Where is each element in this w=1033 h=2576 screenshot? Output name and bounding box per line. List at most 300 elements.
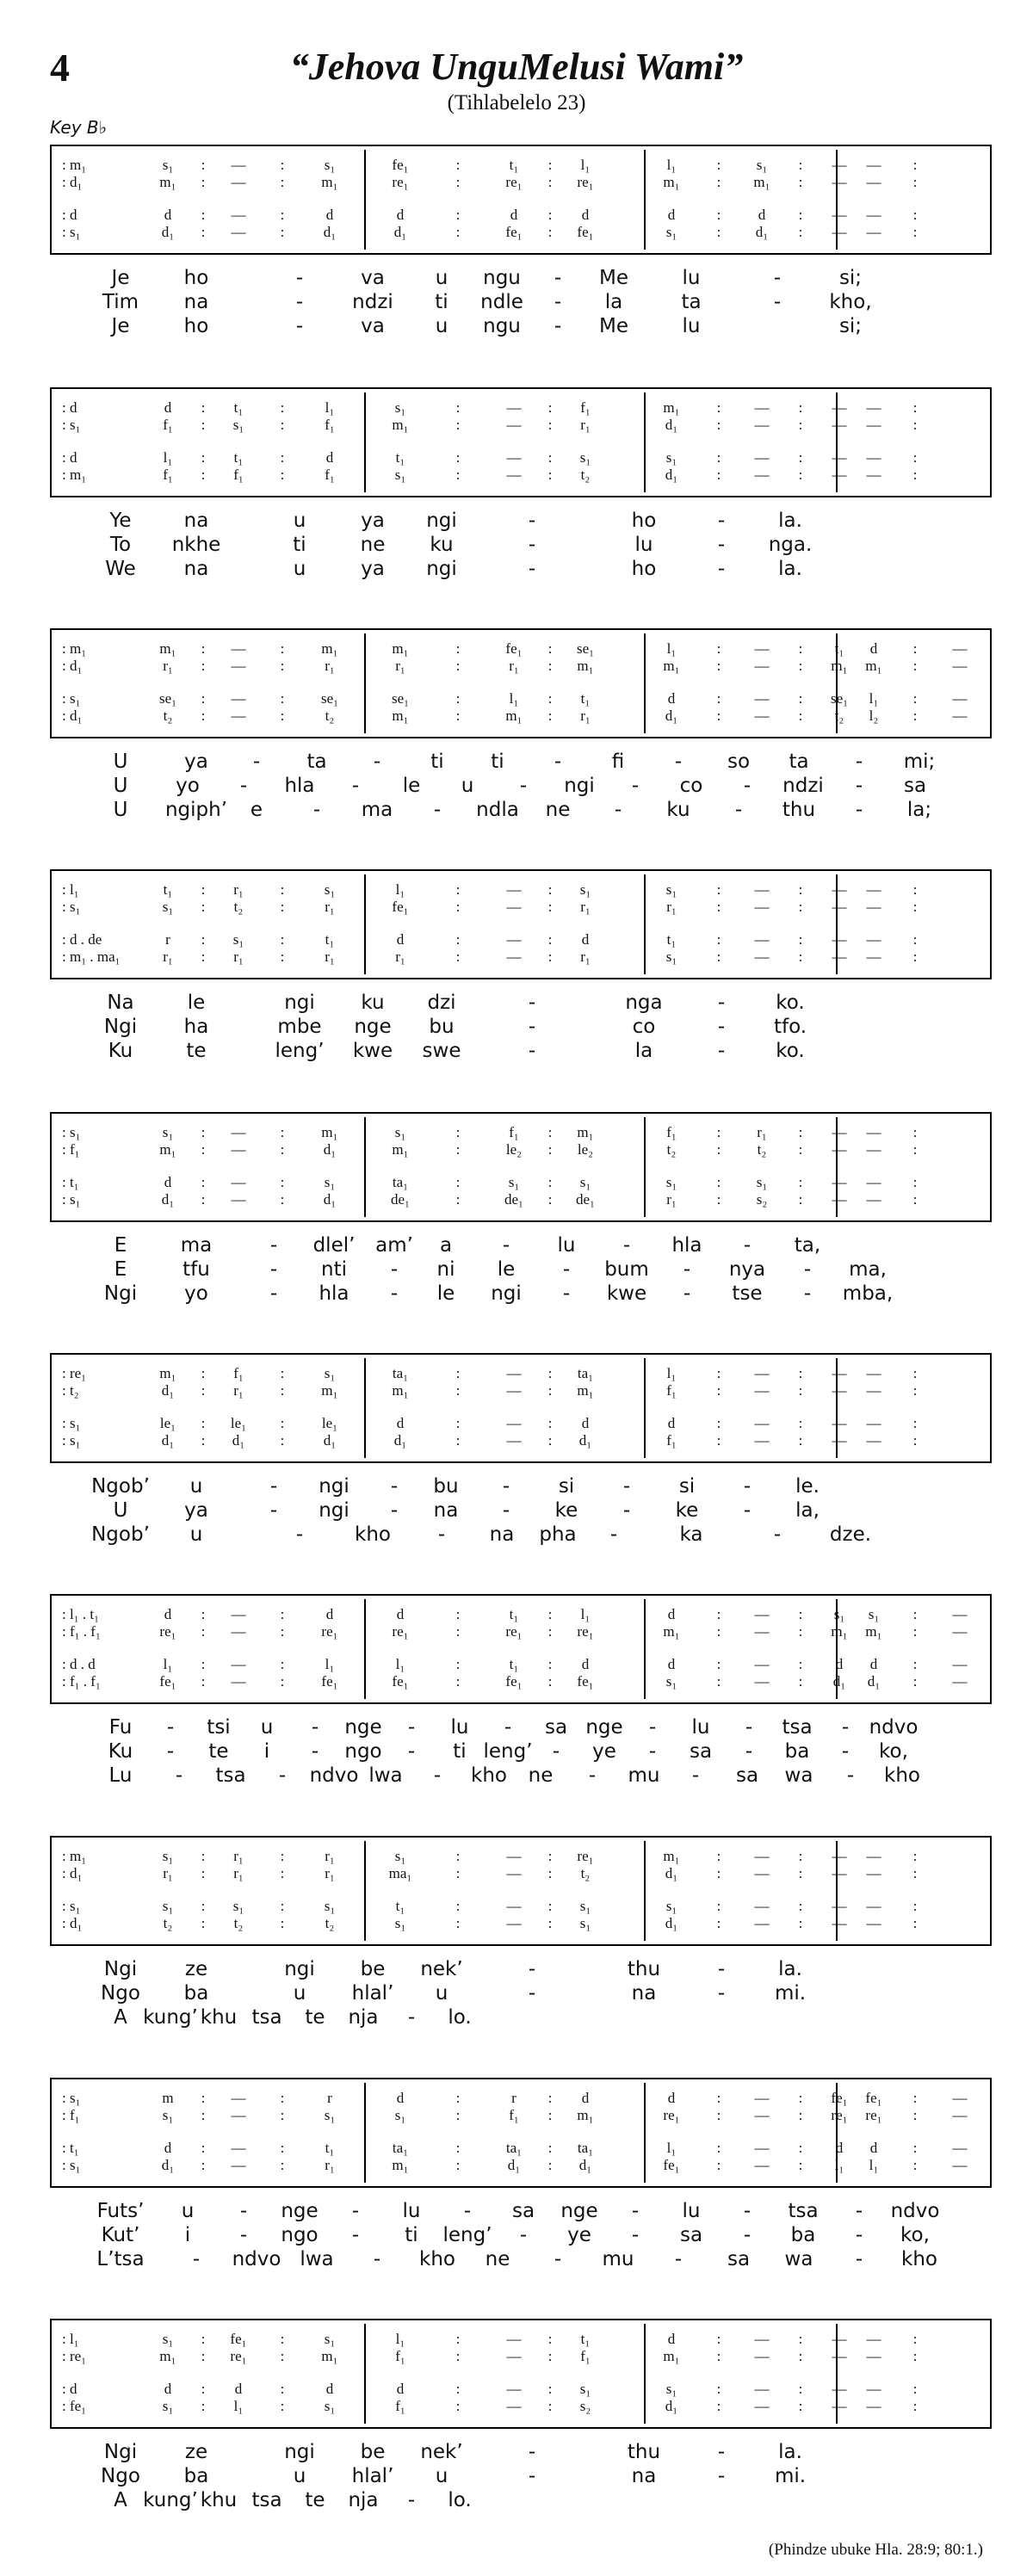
note: : [201,2107,206,2123]
lyric-syllable: ya [184,1499,208,1522]
note: — [832,1141,847,1158]
note: — [506,931,522,948]
lyric-syllable: - [502,1499,510,1522]
lyric-syllable: hla [284,775,315,797]
lyric-syllable: le [402,775,421,797]
note: : [912,1415,918,1431]
note: : [201,1124,206,1140]
lyric-line [50,799,992,825]
note: re₁ [831,2107,848,2123]
note: — [754,1915,770,1931]
note: — [832,2381,847,2397]
note: — [952,658,968,674]
note: l₁ [395,2331,405,2347]
note: t₁ [509,157,519,173]
lyric-syllable: - [463,2200,472,2222]
lyric-syllable: - [855,799,863,821]
part-row [52,1365,990,1384]
lyric-syllable: tsa [251,2489,282,2511]
part-row [52,1415,990,1434]
note: : [716,174,721,190]
lyric-syllable: - [562,1282,571,1305]
lyric-syllable: - [528,1016,536,1038]
note: m₁ [663,1623,680,1640]
note: s₁ [579,881,591,898]
note: : [280,1415,285,1431]
note: — [832,1865,847,1881]
lyric-line [50,1716,992,1742]
note: — [832,1848,847,1864]
lyric-syllable: bum [604,1258,649,1281]
note: l₁ [869,690,879,707]
note: se₁ [576,640,595,657]
lyric-syllable: U [113,775,128,797]
note: : [455,658,461,674]
lyric-syllable: - [631,775,640,797]
pickup-note: : d₁ [62,1865,83,1881]
note: l₁ [666,2140,677,2156]
part-row [52,1656,990,1675]
lyric-syllable: lwa [368,1764,403,1787]
note: d₁ [393,1432,407,1449]
note: : [547,399,553,416]
note: : [280,2107,285,2123]
pickup-note: : s₁ [62,1124,81,1140]
note: — [832,417,847,433]
note: re₁ [392,174,409,190]
note: : [798,658,803,674]
lyric-syllable: nti [321,1258,347,1281]
note: r₁ [580,899,591,915]
lyric-syllable: U [113,1499,128,1522]
note: t₂ [163,707,173,724]
lyric-syllable: - [166,1740,175,1763]
lyric-syllable: kwe [352,1040,393,1062]
note: ma₁ [388,1865,412,1881]
note: : [798,2140,803,2156]
lyric-syllable: na [183,510,209,532]
note: — [754,1623,770,1640]
lyric-syllable: u [435,267,448,289]
note: : [201,157,206,173]
music-system [50,1594,992,1801]
lyric-syllable: Je [111,267,130,289]
lyric-syllable: ma [361,799,393,821]
pickup-note: : s₁ [62,2090,81,2106]
note: d₁ [161,2157,175,2173]
lyric-syllable: sa [903,775,927,797]
lyric-syllable: - [855,751,863,773]
note: : [547,466,553,483]
lyric-syllable: ne [360,534,386,556]
lyric-syllable: - [622,1475,631,1498]
lyric-syllable: na [183,291,209,313]
lyric-line [50,1523,992,1549]
note: r₁ [233,1382,244,1399]
lyric-syllable: kho [471,1764,507,1787]
lyric-syllable: u [293,558,306,580]
lyric-syllable: lwa [300,2248,334,2270]
lyric-syllable: - [554,267,562,289]
lyric-syllable: nge [585,1716,623,1739]
pickup-note: : m₁ [62,640,87,657]
note: : [280,899,285,915]
note: — [754,2107,770,2123]
pickup-note: : s₁ [62,1415,81,1431]
note: — [506,881,522,898]
note: — [832,1382,847,1399]
lyric-syllable: - [407,1716,416,1739]
note: — [506,1898,522,1914]
note: : [912,899,918,915]
lyric-syllable: so [727,751,751,773]
note: m₁ [392,707,409,724]
note: : [201,207,206,223]
lyric-syllable: - [631,2200,640,2222]
note: d [164,1606,172,1622]
lyric-syllable: tsa [251,2006,282,2029]
note: f₁ [666,1432,677,1449]
lyric-syllable: - [295,1523,304,1546]
note: : [280,2157,285,2173]
note: : [547,2398,553,2414]
lyric-syllable: khu [200,2006,238,2029]
note: : [716,1191,721,1208]
note: m₁ [753,174,770,190]
note: : [455,224,461,240]
note: — [754,1898,770,1914]
lyric-syllable: va [361,267,385,289]
pickup-note: : s₁ [62,2157,81,2173]
note: : [280,1191,285,1208]
lyric-syllable: co [679,775,703,797]
note: : [547,707,553,724]
lyric-syllable: swe [422,1040,461,1062]
note: de₁ [504,1191,523,1208]
note: d [396,207,405,223]
note: r₁ [233,1848,244,1864]
note: m₁ [159,2348,176,2364]
lyric-syllable: dlel’ [312,1234,356,1257]
part-row [52,1382,990,1401]
lyric-syllable: nkhe [171,534,221,556]
note: d₁ [832,1673,846,1690]
lyric-syllable: Ngi [103,1016,138,1038]
note: — [231,690,246,707]
note: : [798,174,803,190]
lyric-syllable: lu [557,1234,576,1257]
lyric-syllable: - [717,558,726,580]
lyric-syllable: - [773,267,782,289]
lyric-syllable: - [743,2200,752,2222]
note: d [581,2090,590,2106]
lyric-syllable: - [622,1499,631,1522]
note: m₁ [505,707,523,724]
note: — [754,2331,770,2347]
lyric-syllable: - [269,1282,278,1305]
note: : [798,1432,803,1449]
note: : [547,2107,553,2123]
note: d₁ [161,1191,175,1208]
note: : [280,2381,285,2397]
lyric-syllable: yo [176,775,200,797]
lyric-syllable: thu [782,799,816,821]
note: s₁ [232,931,244,948]
staff-box [50,1836,992,1946]
note: : [912,157,918,173]
note: d [164,1174,172,1190]
note: f₁ [233,1365,244,1381]
lyric-syllable: - [239,775,248,797]
lyric-syllable: ha [183,1016,209,1038]
note: : [280,449,285,466]
note: : [912,224,918,240]
lyric-syllable: lo. [448,2006,472,2029]
note: re₁ [577,1848,594,1864]
lyric-line [50,1040,992,1066]
lyric-syllable: - [239,2224,248,2246]
note: f₁ [580,2348,591,2364]
lyric-syllable: We [105,558,136,580]
note: — [754,417,770,433]
pickup-note: : s₁ [62,1191,81,1208]
note: m₁ [159,1365,176,1381]
lyric-syllable: - [855,2224,863,2246]
note: : [280,707,285,724]
note: : [547,1865,553,1881]
note: — [832,449,847,466]
note: — [866,449,881,466]
note: — [506,2381,522,2397]
note: — [754,1848,770,1864]
pickup-note: : t₂ [62,1382,79,1399]
note: m₁ [663,1848,680,1864]
pickup-note: : l₁ [62,881,79,898]
note: : [798,2398,803,2414]
note: — [231,1623,246,1640]
lyric-line [50,1258,992,1284]
note: s₁ [162,157,174,173]
note: : [716,1865,721,1881]
note: : [912,1141,918,1158]
lyric-syllable: tsa [782,1716,813,1739]
lyric-syllable: leng’ [442,2224,492,2246]
note: m₁ [663,174,680,190]
lyric-syllable: thu [627,1958,661,1980]
lyric-syllable: - [528,534,536,556]
note: t₂ [757,1141,767,1158]
lyric-syllable: Ngi [103,1958,138,1980]
note: : [201,881,206,898]
part-row [52,2090,990,2109]
note: : [798,1191,803,1208]
lyric-syllable: - [295,315,304,337]
note: — [832,2331,847,2347]
note: d [869,1656,878,1672]
note: le₁ [159,1415,176,1431]
note: — [866,899,881,915]
note: — [952,690,968,707]
note: — [832,1174,847,1190]
note: : [280,2140,285,2156]
note: : [280,881,285,898]
note: r₁ [233,948,244,965]
note: : [280,658,285,674]
lyric-syllable: u [435,1982,448,2005]
note: r₁ [395,658,405,674]
note: t₁ [233,399,244,416]
lyric-syllable: ngi [284,991,315,1014]
note: — [754,2398,770,2414]
lyric-syllable: te [305,2489,325,2511]
note: : [280,207,285,223]
pickup-note: : l₁ . t₁ [62,1606,100,1622]
lyric-syllable: Futs’ [96,2200,145,2222]
note: : [547,2090,553,2106]
lyric-syllable: nge [344,1716,382,1739]
note: — [231,157,246,173]
note: : [455,399,461,416]
note: — [506,399,522,416]
part-row [52,707,990,726]
part-row [52,1915,990,1934]
note: le₁ [230,1415,247,1431]
lyric-syllable: lu [682,2200,701,2222]
lyric-syllable: - [390,1475,399,1498]
lyric-syllable: le [187,991,206,1014]
note: t₂ [325,1915,335,1931]
note: t₂ [233,1915,244,1931]
note: d₁ [665,707,678,724]
lyric-syllable: ba [183,2465,209,2487]
part-row [52,1865,990,1884]
note: se₁ [158,690,177,707]
note: : [201,1915,206,1931]
lyric-syllable: - [674,2248,683,2270]
note: m₁ [577,2107,594,2123]
note: d [325,449,334,466]
note: : [547,1673,553,1690]
note: fe₁ [865,2090,882,2106]
note: — [866,1382,881,1399]
note: d [581,207,590,223]
music-system [50,1112,992,1319]
lyric-syllable: ta, [794,1234,821,1257]
note: — [754,1673,770,1690]
note: : [201,1432,206,1449]
pickup-note: : d₁ [62,658,83,674]
note: : [912,2398,918,2414]
note: d₁ [161,1432,175,1449]
lyric-syllable: na [433,1499,459,1522]
note: : [547,931,553,948]
note: ta₁ [392,1174,409,1190]
note: r₁ [395,948,405,965]
note: — [754,707,770,724]
note: : [280,1432,285,1449]
lyric-syllable: U [113,751,128,773]
note: : [201,640,206,657]
note: s₁ [508,1174,520,1190]
note: : [455,1848,461,1864]
note: : [455,466,461,483]
note: s₁ [868,1606,880,1622]
note: — [231,224,246,240]
lyric-line [50,510,992,535]
note: s₁ [394,1848,406,1864]
note: f₁ [509,2107,519,2123]
note: ta₁ [577,1365,594,1381]
lyric-syllable: - [648,1740,657,1763]
note: : [912,399,918,416]
note: — [231,2157,246,2173]
note: s₁ [324,1365,336,1381]
note: s₁ [162,2331,174,2347]
note: — [866,1915,881,1931]
note: f₁ [163,417,173,433]
music-system [50,628,992,835]
note: : [201,417,206,433]
lyric-syllable: hlal’ [351,2465,394,2487]
note: : [455,1191,461,1208]
lyric-syllable: - [407,2489,416,2511]
note: d [396,2381,405,2397]
note: — [952,2090,968,2106]
note: r₁ [757,1124,767,1140]
note: d [835,2140,844,2156]
pickup-note: : m₁ [62,1848,87,1864]
note: : [912,2107,918,2123]
lyric-syllable: ho [183,267,209,289]
lyric-syllable: ti [453,1740,467,1763]
pickup-note: : m₁ [62,157,87,173]
part-row [52,1174,990,1193]
note: : [547,224,553,240]
note: : [912,1898,918,1914]
note: : [547,2381,553,2397]
note: d₁ [665,417,678,433]
note: — [832,157,847,173]
lyric-syllable: - [552,1740,560,1763]
note: : [716,2107,721,2123]
note: : [798,1606,803,1622]
part-row [52,417,990,436]
pickup-note: : re₁ [62,2348,87,2364]
part-row [52,174,990,193]
lyric-syllable: lu [682,315,701,337]
lyric-syllable: le [436,1282,455,1305]
lyric-syllable: - [773,1523,782,1546]
note: : [798,707,803,724]
lyric-syllable: L’tsa [96,2248,145,2270]
lyric-syllable: - [846,1764,855,1787]
pickup-note: : f₁ [62,1141,80,1158]
part-row [52,1124,990,1143]
note: : [798,640,803,657]
note: f₁ [325,417,335,433]
lyric-syllable: te [186,1040,207,1062]
note: — [506,1415,522,1431]
note: : [280,466,285,483]
lyric-syllable: - [745,1740,753,1763]
note: : [547,417,553,433]
note: : [201,2348,206,2364]
note: m [162,2090,174,2106]
note: : [455,2090,461,2106]
note: — [231,174,246,190]
note: d [667,1656,676,1672]
part-row [52,1606,990,1625]
